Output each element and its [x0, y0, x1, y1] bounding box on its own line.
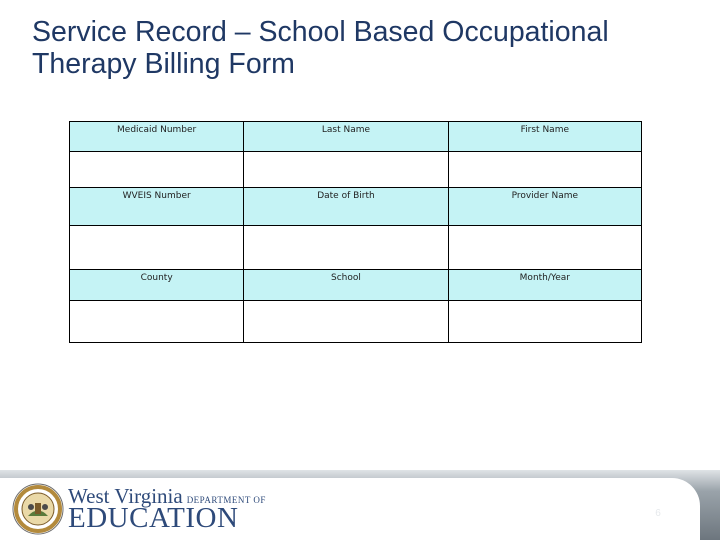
slide-title-line-1: Service Record – School Based Occupational — [32, 16, 609, 48]
medicaid-number-label: Medicaid Number — [70, 122, 244, 152]
medicaid-number-field[interactable] — [70, 152, 244, 188]
form-value-row — [70, 226, 642, 270]
school-label: School — [244, 270, 448, 301]
month-year-field[interactable] — [448, 301, 641, 343]
county-field[interactable] — [70, 301, 244, 343]
provider-name-label: Provider Name — [448, 188, 641, 226]
date-of-birth-field[interactable] — [244, 226, 448, 270]
last-name-field[interactable] — [244, 152, 448, 188]
form-header-row — [70, 270, 642, 301]
form-value-row — [70, 152, 642, 188]
slide-title — [32, 16, 712, 80]
month-year-label: Month/Year — [448, 270, 641, 301]
school-field[interactable] — [244, 301, 448, 343]
logo-education: EDUCATION — [68, 502, 239, 534]
first-name-label: First Name — [448, 122, 641, 152]
state-seal-icon — [12, 483, 64, 535]
logo-west-virginia: West Virginia — [68, 484, 183, 508]
form-value-row — [70, 301, 642, 343]
logo-department-of: DEPARTMENT OF — [186, 495, 266, 505]
last-name-label: Last Name — [244, 122, 448, 152]
slide-title-line-2: Therapy Billing Form — [32, 48, 295, 80]
date-of-birth-label: Date of Birth — [244, 188, 448, 226]
billing-form-table — [69, 121, 642, 343]
first-name-field[interactable] — [448, 152, 641, 188]
page-number: 6 — [655, 508, 661, 519]
wveis-number-field[interactable] — [70, 226, 244, 270]
wveis-number-label: WVEIS Number — [70, 188, 244, 226]
county-label: County — [70, 270, 244, 301]
form-header-row — [70, 122, 642, 152]
form-header-row — [70, 188, 642, 226]
provider-name-field[interactable] — [448, 226, 641, 270]
